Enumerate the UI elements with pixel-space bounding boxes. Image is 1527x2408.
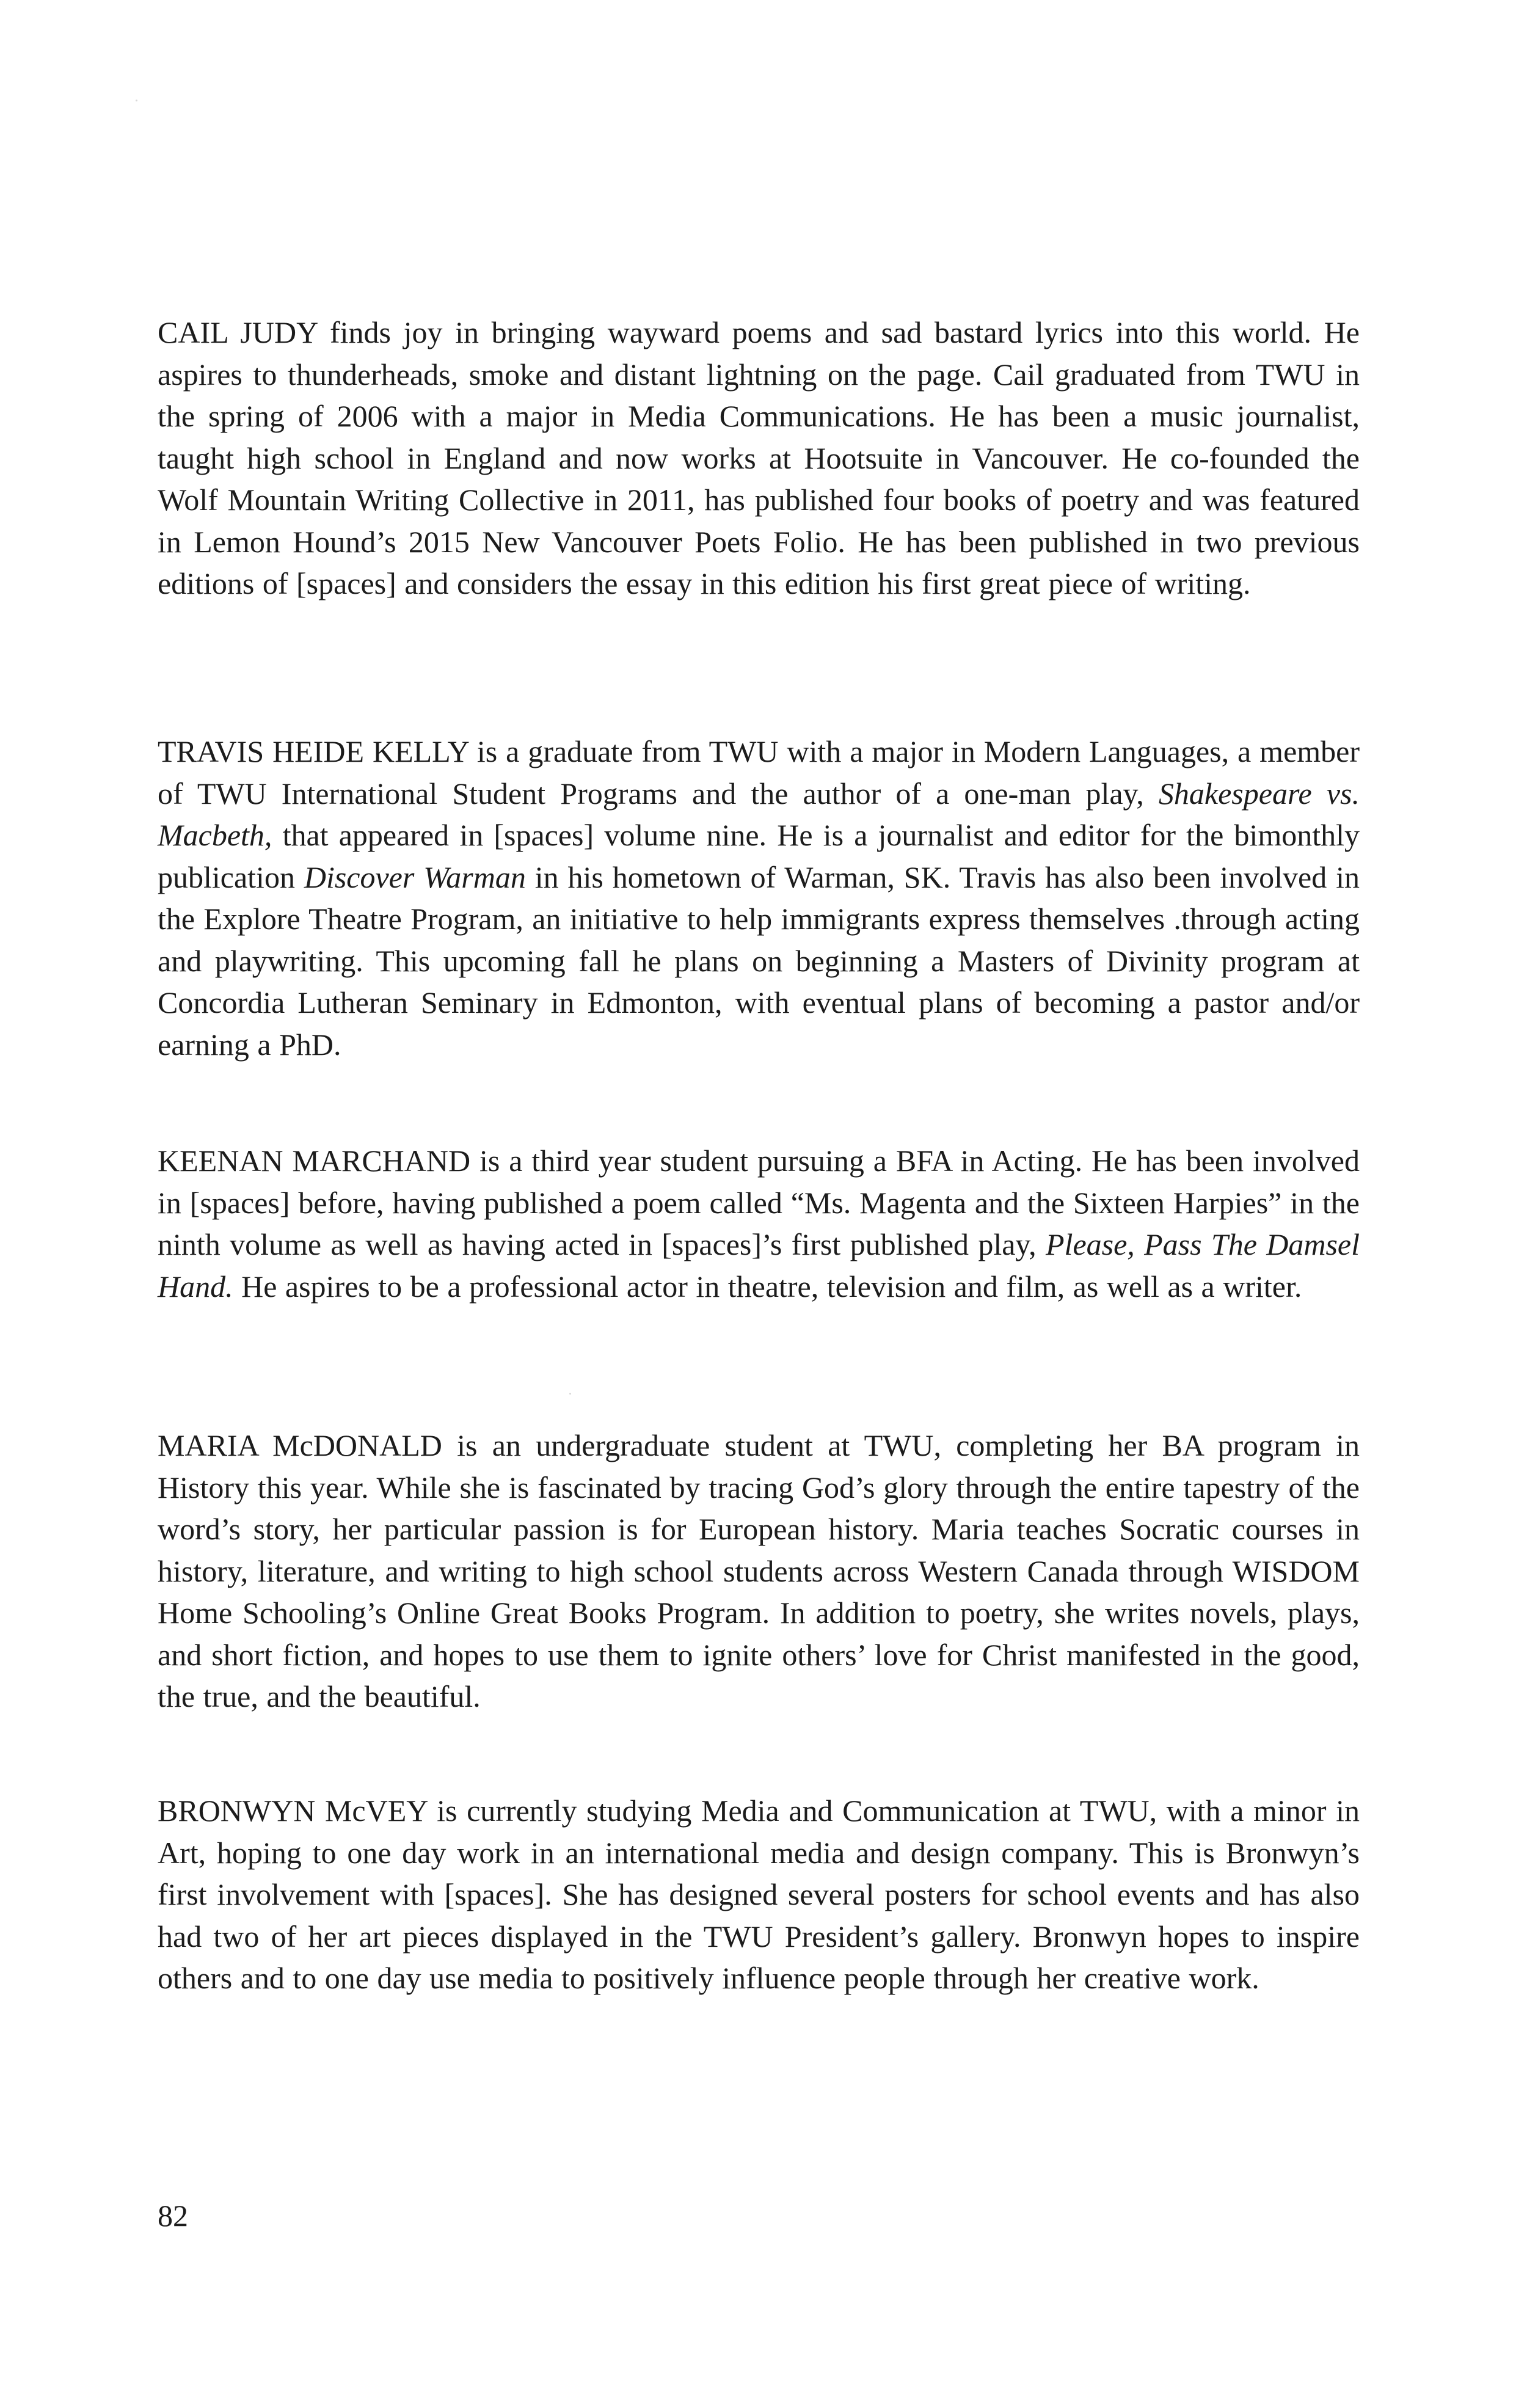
contributor-bio-bronwyn-mcvey xyxy=(158,1790,1360,1999)
scan-speck xyxy=(569,1393,571,1395)
bio-text: KEENAN MARCHAND is a third year student pursuing a BFA in Acting. He has been involved in [spaces] before, having published a poem called “Ms. Magenta and the Sixteen Harpies” in the ninth volume as well as having acted in [spaces]’s first published play, xyxy=(158,1144,1360,1261)
page-number: 82 xyxy=(158,2198,188,2233)
play-title: Please, Pass The Damsel Hand. xyxy=(158,1227,1360,1304)
contributor-bio-cail-judy xyxy=(158,312,1360,605)
bio-text: in his hometown of Warman, SK. Travis has also been involved in the Explore Theatre Program, an initiative to help immigrants express themselves .through acting and playwriting. This upcoming fall he plans on beginning a Masters of Divinity program at Concordia Lutheran Seminary in Edmonton, with eventual plans of becoming a pastor and/or earning a PhD. xyxy=(158,859,1360,1062)
contributor-bio-keenan-marchand xyxy=(158,1140,1360,1307)
bio-text: that appeared in [spaces] volume nine. He is a journalist and editor for the bimonthly publication xyxy=(158,818,1360,894)
contributor-bio-travis-heide-kelly xyxy=(158,731,1360,1065)
bio-text: CAIL JUDY finds joy in bringing wayward poems and sad bastard lyrics into this world. He aspires to thunderheads, smoke and distant lightning on the page. Cail graduated from TWU in the spring of 2006 with a major in Media Communications. He has been a music journalist, taught high school in England and now works at Hootsuite in Vancouver. He co-founded the Wolf Mountain Writing Collective in 2011, has published four books of poetry and was featured in Lemon Hound’s 2015 New Vancouver Poets Folio. He has been published in two previous editions of [spaces] and considers the essay in this edition his first great piece of writing. xyxy=(158,315,1360,600)
bio-text: He aspires to be a professional actor in theatre, television and film, as well as a writer. xyxy=(233,1269,1302,1304)
bio-text: TRAVIS HEIDE KELLY is a graduate from TWU with a major in Modern Languages, a member of TWU International Student Programs and the author of a one-man play, xyxy=(158,734,1360,811)
contributor-bio-maria-mcdonald xyxy=(158,1425,1360,1718)
bio-text: BRONWYN McVEY is currently studying Media and Communication at TWU, with a minor in Art, hoping to one day work in an international media and design company. This is Bronwyn’s first involvement with [spaces]. She has designed several posters for school events and has also had two of her art pieces displayed in the TWU President’s gallery. Bronwyn hopes to inspire others and to one day use media to positively influence people through her creative work. xyxy=(158,1793,1360,1995)
play-title: Shakespeare vs. Macbeth, xyxy=(158,776,1360,852)
bio-text: MARIA McDONALD is an undergraduate student at TWU, completing her BA program in History this year. While she is fascinated by tracing God’s glory through the entire tapestry of the word’s story, her particular passion is for European history. Maria teaches Socratic courses in history, literature, and writing to high school students across Western Canada through WISDOM Home Schooling’s Online Great Books Program. In addition to poetry, she writes novels, plays, and short fiction, and hopes to use them to ignite others’ love for Christ manifested in the good, the true, and the beautiful. xyxy=(158,1428,1360,1713)
publication-title: Discover Warman xyxy=(304,859,526,894)
scan-speck xyxy=(136,100,137,101)
